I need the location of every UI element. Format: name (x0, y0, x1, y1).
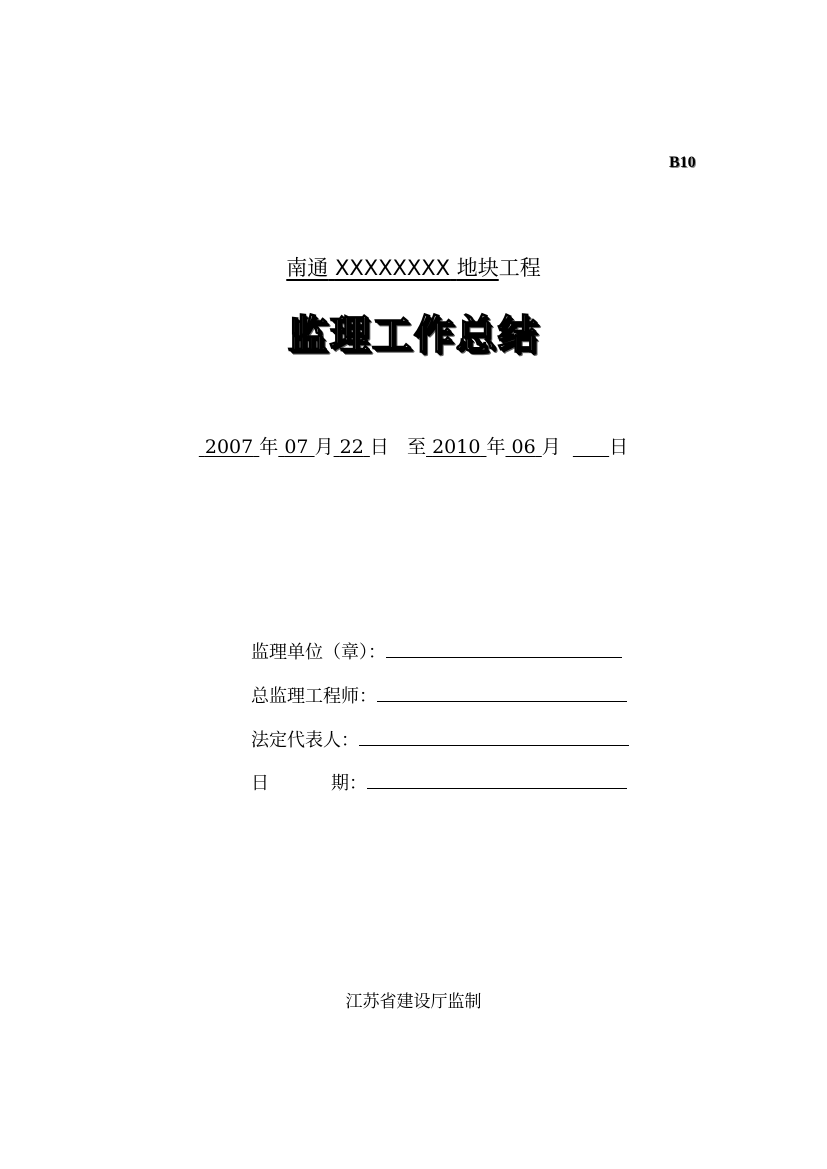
unit-label: 监理单位（章）： (251, 642, 386, 663)
chief-engineer-signature-line[interactable] (377, 685, 627, 702)
end-year-label: 年 (486, 436, 506, 458)
end-year: 2010 (432, 436, 481, 458)
project-name (0, 252, 827, 282)
unit-signature-line[interactable] (386, 641, 622, 658)
legal-rep-label: 法定代表人： (251, 730, 359, 751)
day-label: 日 (369, 436, 389, 458)
legal-rep-signature-line[interactable] (359, 729, 629, 746)
date-signature-line[interactable] (367, 772, 627, 789)
project-prefix: 南通 (286, 256, 329, 280)
start-day: 22 (339, 436, 364, 458)
period-line (0, 432, 827, 459)
end-day-blank (573, 436, 609, 458)
to-label: 至 (407, 436, 427, 458)
date-label-1: 日 (251, 773, 269, 794)
end-month-label: 月 (541, 436, 561, 458)
page-title: 监理工作总结 (287, 312, 540, 358)
end-month: 06 (511, 436, 536, 458)
date-label-2: 期： (331, 773, 367, 794)
project-suffix: 工程 (498, 256, 541, 280)
project-name-text: XXXXXXXX (334, 256, 451, 280)
project-suffix-underlined: 地块 (456, 256, 499, 280)
footer-issuer: 江苏省建设厅监制 (345, 992, 482, 1012)
chief-engineer-label: 总监理工程师： (251, 686, 377, 707)
end-day-label: 日 (609, 436, 629, 458)
month-label: 月 (314, 436, 334, 458)
start-year: 2007 (204, 436, 254, 458)
signature-unit-row (251, 638, 622, 664)
signature-date-row (251, 769, 627, 795)
signature-engineer-row (251, 682, 627, 708)
form-code: B10 (669, 154, 696, 171)
year-label: 年 (259, 436, 279, 458)
signature-legal-row (251, 726, 629, 752)
start-month: 07 (284, 436, 309, 458)
